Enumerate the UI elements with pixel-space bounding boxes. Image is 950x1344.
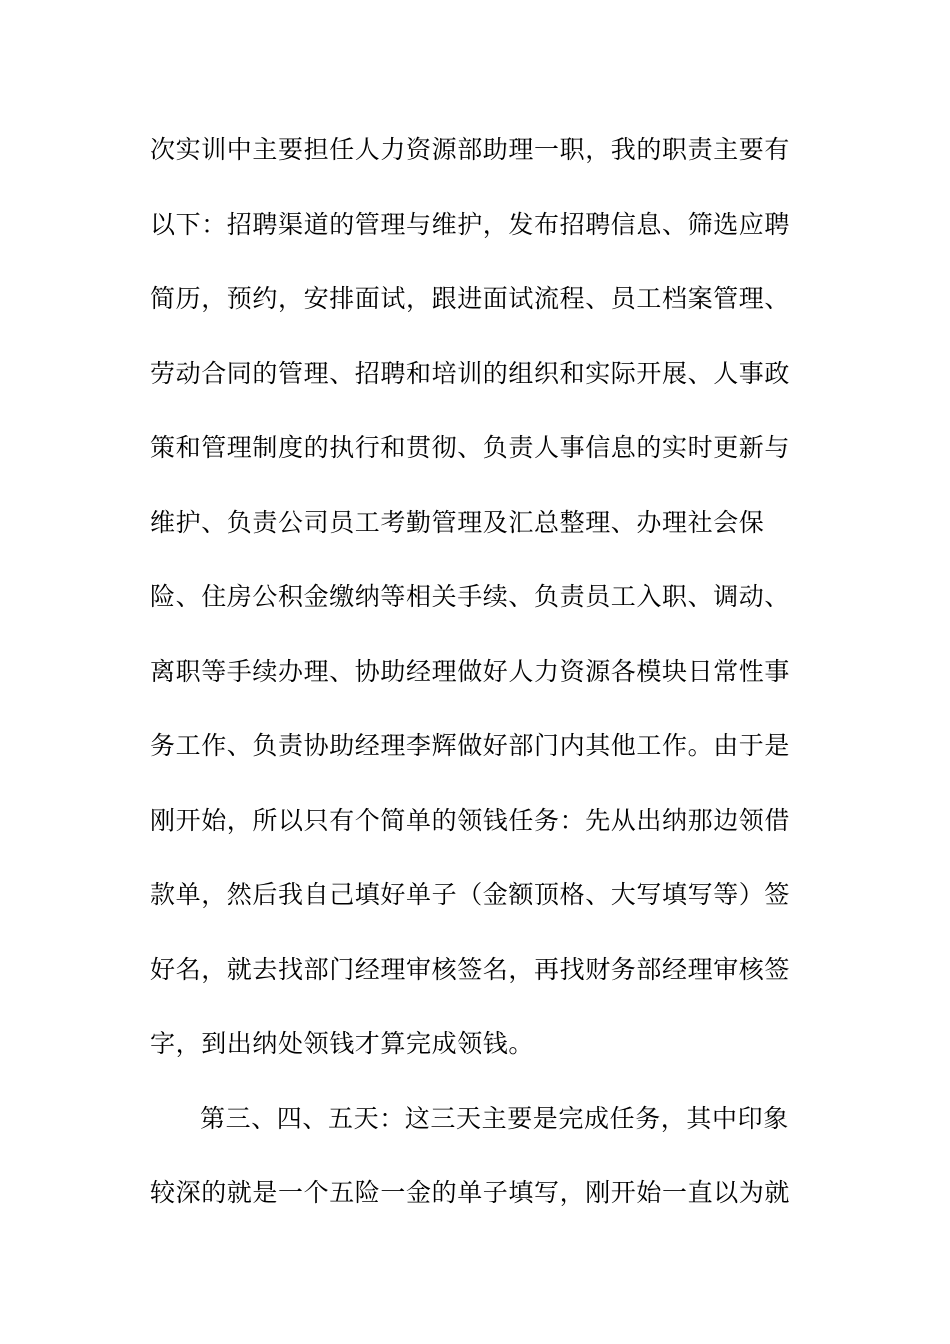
text-line: 务工作、负责协助经理李辉做好部门内其他工作。由于是 [150,731,791,760]
text-line: 维护、负责公司员工考勤管理及汇总整理、办理社会保 [150,507,765,537]
text-line: 简历，预约，安排面试，跟进面试流程、员工档案管理、 [150,284,791,313]
text-line: 离职等手续办理、协助经理做好人力资源各模块日常性事 [150,656,791,686]
text-line: 以下：招聘渠道的管理与维护，发布招聘信息、筛选应聘 [150,209,791,239]
text-line: 字，到出纳处领钱才算完成领钱。 [150,1029,535,1058]
text-line: 较深的就是一个五险一金的单子填写，刚开始一直以为就 [150,1178,791,1207]
text-line: 次实训中主要担任人力资源部助理一职，我的职责主要有 [150,135,791,164]
text-line: 策和管理制度的执行和贯彻、负责人事信息的实时更新与 [150,433,791,462]
text-line: 险、住房公积金缴纳等相关手续、负责员工入职、调动、 [150,582,791,611]
text-line: 劳动合同的管理、招聘和培训的组织和实际开展、人事政 [150,358,791,388]
body-text [150,124,790,1242]
text-line: 好名，就去找部门经理审核签名，再找财务部经理审核签 [150,954,791,984]
text-line: 款单，然后我自己填好单子（金额顶格、大写填写等）签 [150,880,791,909]
paragraph-start-line: 第三、四、五天：这三天主要是完成任务，其中印象 [200,1103,789,1133]
text-line: 刚开始，所以只有个简单的领钱任务：先从出纳那边领借 [150,805,791,835]
